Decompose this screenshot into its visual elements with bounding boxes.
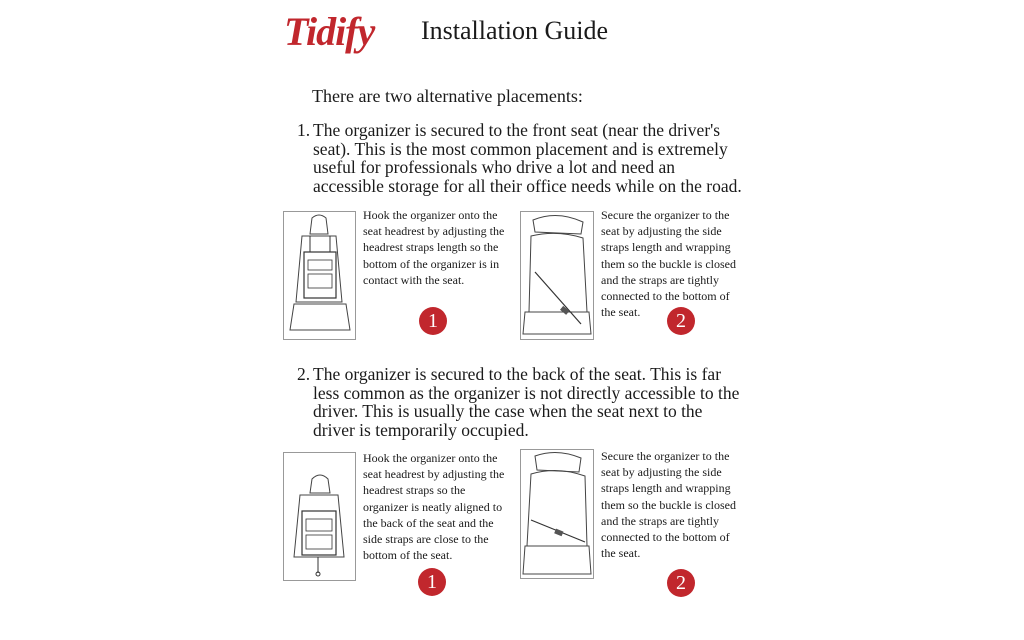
placement-2-description — [297, 364, 743, 440]
intro-text: There are two alternative placements: — [312, 86, 583, 106]
placement-number: 1. — [297, 120, 311, 140]
placement-2-step-2-text: Secure the organizer to the seat by adjusting the side straps length and wrapping them so the buckle is closed and the straps are tightly connected to the bottom of the seat. — [601, 449, 736, 561]
step-badge: 1 — [419, 307, 447, 335]
placement-1-step-1-text: Hook the organizer onto the seat headrest by adjusting the headrest straps length so the bottom of the organizer is in contact with the seat. — [363, 208, 505, 287]
front-seat-strap-illustration — [520, 211, 594, 340]
seat-strap-icon — [521, 450, 593, 578]
step-badge: 2 — [667, 307, 695, 335]
back-seat-hook-illustration — [283, 452, 356, 581]
step-badge: 1 — [418, 568, 446, 596]
front-seat-hook-illustration — [283, 211, 356, 340]
placement-text: The organizer is secured to the front seat (near the driver's seat). This is the most common placement and is extremely useful for professionals who drive a lot and need an accessible storage for all their office needs while on the road. — [313, 120, 742, 196]
placement-number: 2. — [297, 364, 311, 384]
seat-organizer-icon — [284, 453, 355, 580]
step-badge: 2 — [667, 569, 695, 597]
brand-logo: Tidify — [284, 9, 375, 54]
placement-text: The organizer is secured to the back of the seat. This is far less common as the organizer is not directly accessible to the driver. This is usually the case when the seat next to the driver is temporarily occupied. — [313, 364, 740, 440]
back-seat-strap-illustration — [520, 449, 594, 579]
seat-strap-icon — [521, 212, 593, 339]
page-title: Installation Guide — [421, 16, 609, 45]
placement-1-step-2-text: Secure the organizer to the seat by adjusting the side straps length and wrapping them so the buckle is closed and the straps are tightly connected to the bottom of the seat. — [601, 208, 736, 320]
placement-2-step-1-text: Hook the organizer onto the seat headrest by adjusting the headrest straps so the organizer is neatly aligned to the back of the seat and the side straps are close to the bottom of the seat. — [363, 451, 505, 563]
placement-1-description — [297, 120, 743, 196]
seat-organizer-icon — [284, 212, 355, 339]
